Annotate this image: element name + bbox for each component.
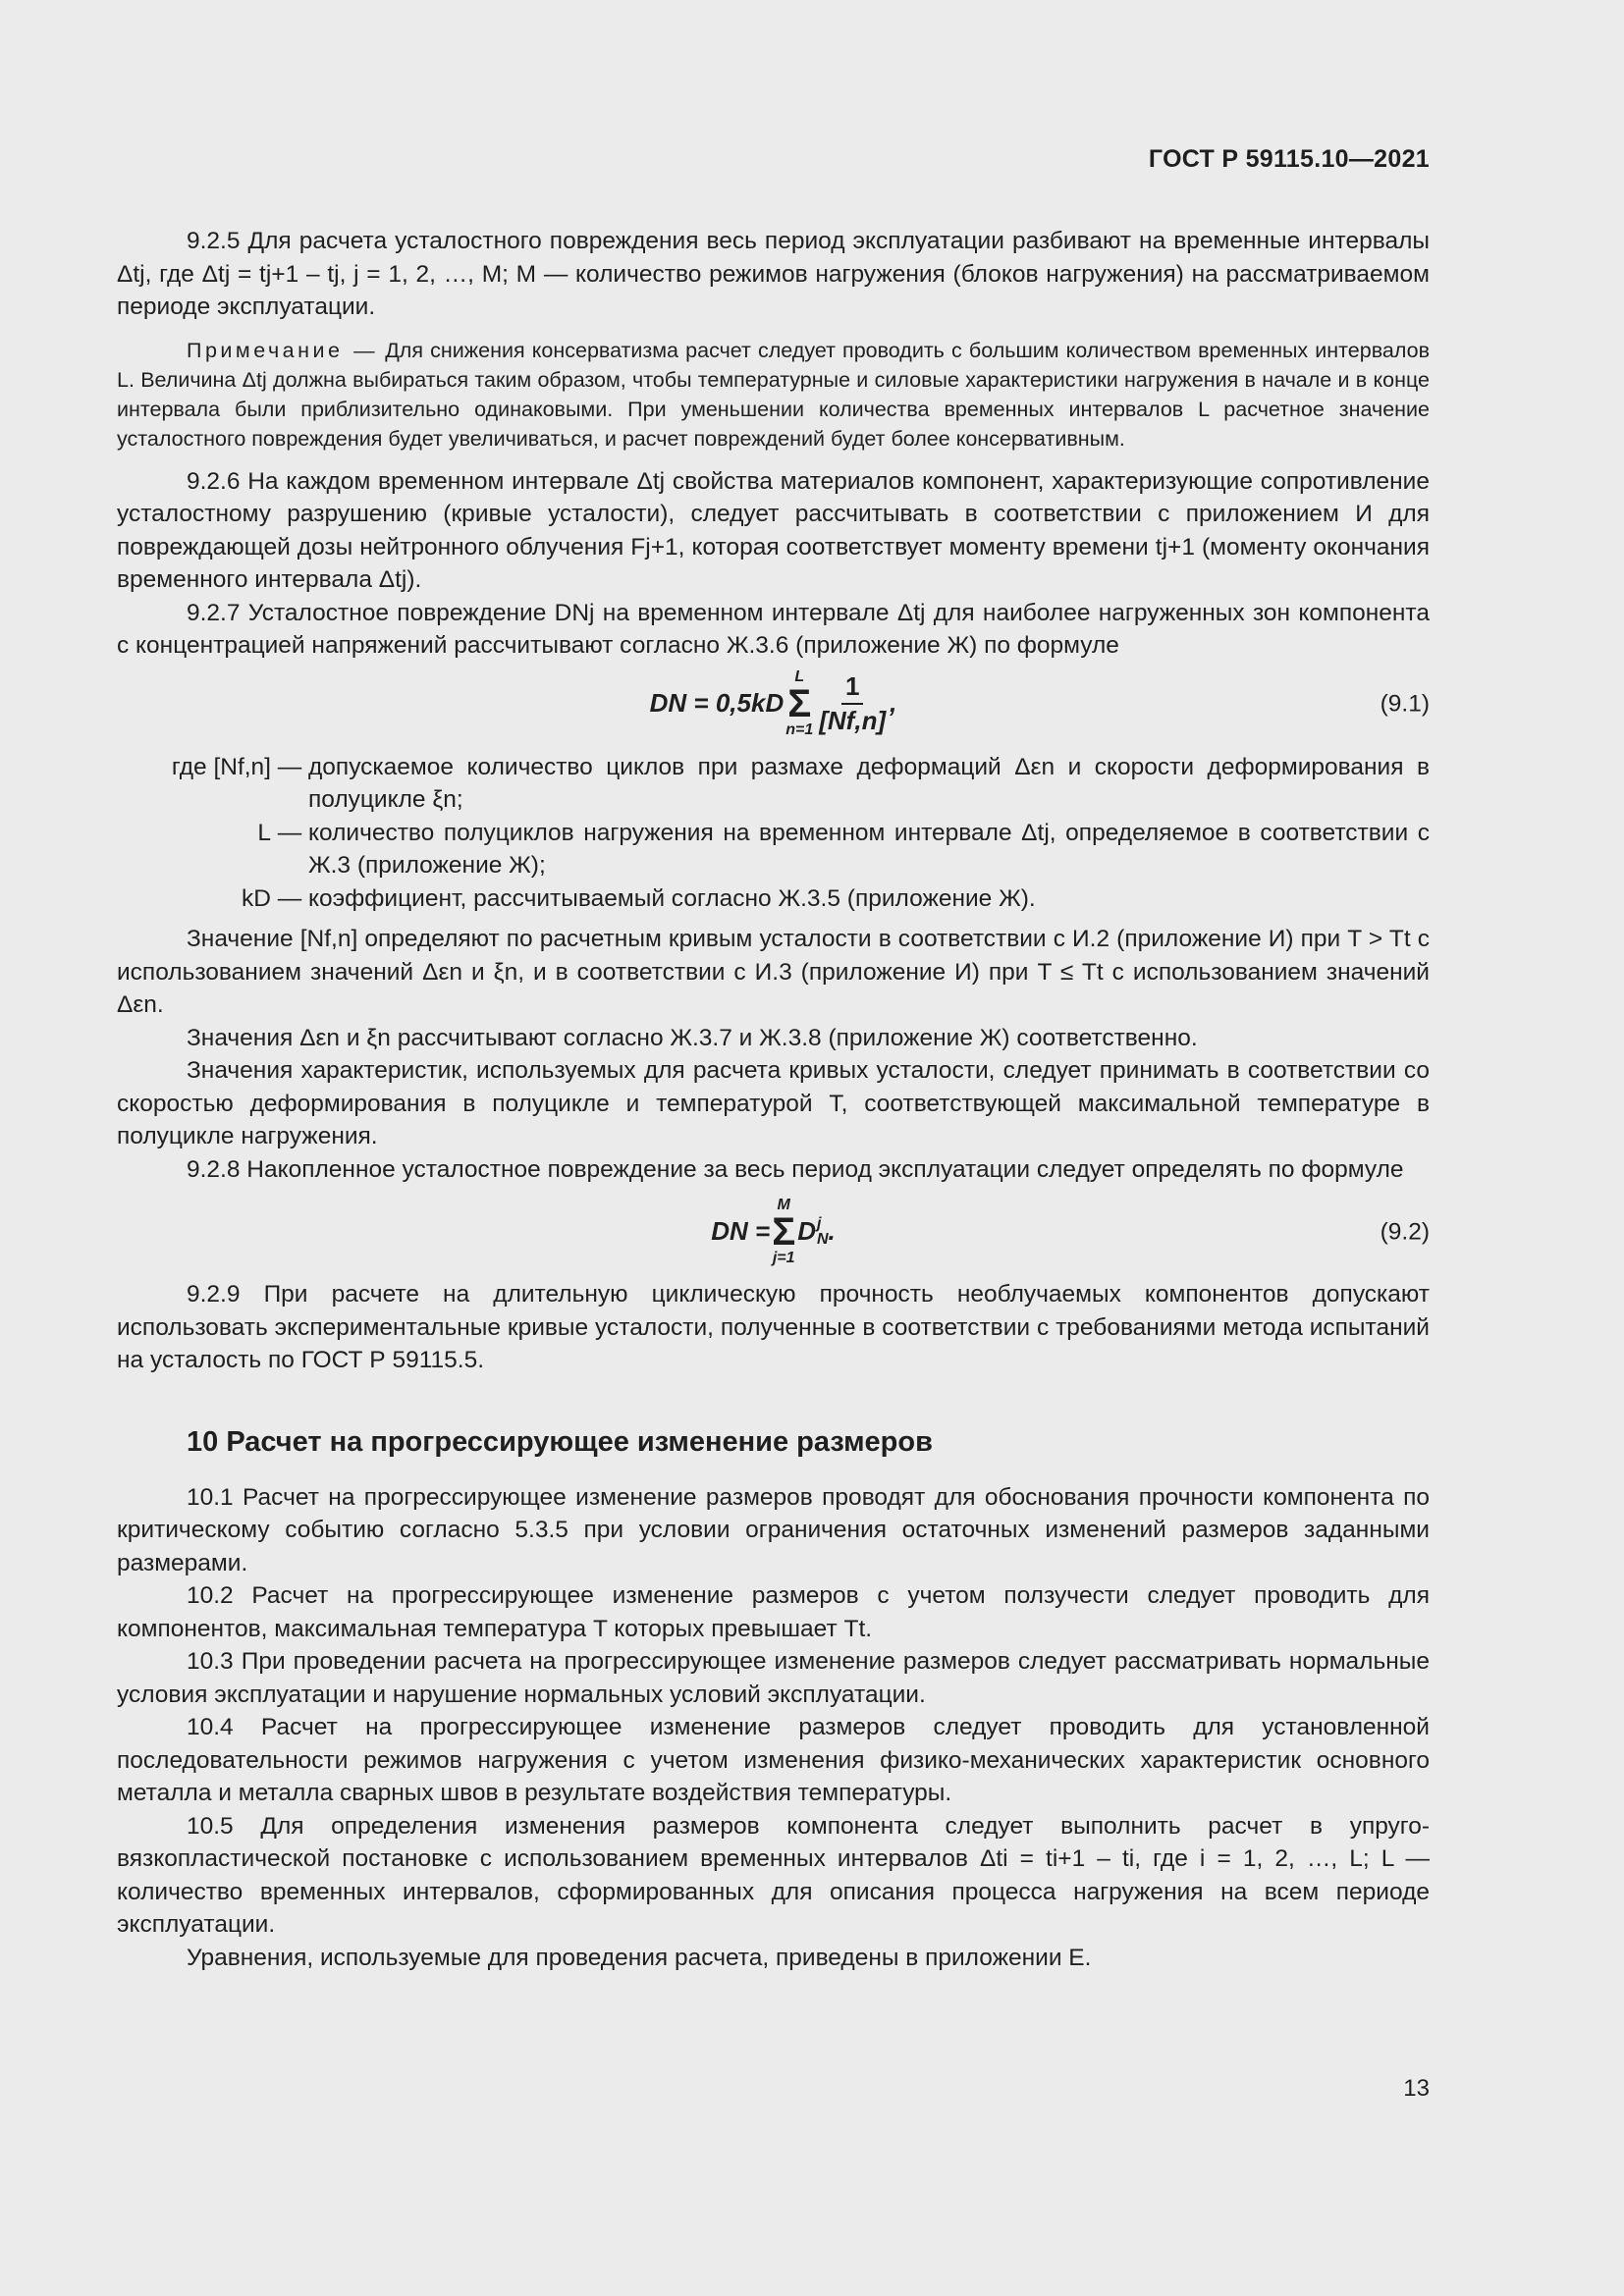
definition-dash: —: [277, 819, 302, 846]
formula-9-2-subscript: N: [816, 1231, 829, 1248]
paragraph-10-5: 10.5 Для определения изменения размеров компонента следует выполнить расчет в упруго-вязкопластической постановке с использованием временных интервалов Δti = ti+1 – ti, где i = 1, 2, …, L; L — количество временных интервалов, сформированных для описания процесса нагружения на всем периоде эксплуатации.: [117, 1812, 1430, 1938]
document-body: [117, 225, 1430, 1974]
paragraph-9-2-5: 9.2.5 Для расчета усталостного повреждения весь период эксплуатации разбивают на временные интервалы Δtj, где Δtj = tj+1 – tj, j = 1, 2, …, M; M — количество режимов нагружения (блоков нагружения) на рассматриваемом периоде эксплуатации.: [117, 228, 1430, 320]
document-id-header: ГОСТ Р 59115.10—2021: [1148, 145, 1430, 173]
note-label: Примечание —: [187, 338, 379, 362]
definition-dash: —: [277, 753, 302, 780]
paragraph-strain-values: Значения Δεn и ξn рассчитывают согласно Ж.3.7 и Ж.3.8 (приложение Ж) соответственно.: [187, 1024, 1198, 1051]
formula-9-2-tail: .: [828, 1216, 836, 1247]
paragraph-nf-value: Значение [Nf,n] определяют по расчетным кривым усталости в соответствии с И.2 (приложение И) при T > Tt с использованием значений Δεn и ξn, и в соответствии с И.3 (приложение И) при T ≤ Tt с использованием значений Δεn.: [117, 926, 1430, 1018]
definition-term: L: [257, 819, 271, 846]
sum-upper-limit: M: [777, 1197, 790, 1213]
formula-9-2-term-base: D: [797, 1216, 816, 1247]
definition-row: [117, 751, 1430, 817]
definitions-list: [117, 751, 1430, 916]
definition-row: [117, 817, 1430, 882]
sigma-icon: Σ: [787, 681, 812, 725]
sum-upper-limit: L: [794, 667, 805, 685]
paragraph-characteristics: Значения характеристик, используемых для расчета кривых усталости, следует принимать в соответствии со скоростью деформирования в полуцикле и температурой T, соответствующей максимальной температуре в полуцикле нагружения.: [117, 1057, 1430, 1149]
formula-9-1-tail: ,: [890, 687, 897, 718]
definition-dash: —: [277, 884, 302, 912]
formula-9-2-number: (9.2): [1380, 1218, 1430, 1246]
definition-description: количество полуциклов нагружения на временном интервале Δtj, определяемое в соответствии с Ж.3 (приложение Ж);: [308, 819, 1430, 879]
fraction: [819, 672, 886, 734]
definition-description: допускаемое количество циклов при размахе деформаций Δεn и скорости деформирования в полуцикле ξn;: [308, 753, 1430, 813]
page-number: 13: [1403, 2075, 1430, 2102]
paragraph-9-2-8: 9.2.8 Накопленное усталостное повреждение за весь период эксплуатации следует определять по формуле: [187, 1155, 1404, 1183]
definition-description: коэффициент, рассчитываемый согласно Ж.3.5 (приложение Ж).: [308, 884, 1036, 912]
formula-9-2-superscript: j: [816, 1215, 822, 1232]
formula-9-1-number: (9.1): [1380, 689, 1430, 717]
note-block: [117, 336, 1430, 454]
sum-symbol: [772, 1198, 795, 1266]
formula-9-2-indices: [817, 1216, 829, 1248]
definition-row: [117, 882, 1430, 916]
paragraph-9-2-9: 9.2.9 При расчете на длительную циклическую прочность необлучаемых компонентов допускают использовать экспериментальные кривые усталости, полученные в соответствии с требованиями метода испытаний на усталость по ГОСТ Р 59115.5.: [117, 1281, 1430, 1373]
paragraph-equations: Уравнения, используемые для проведения расчета, приведены в приложении Е.: [187, 1944, 1092, 1971]
sum-lower-limit: n=1: [785, 721, 814, 738]
paragraph-10-1: 10.1 Расчет на прогрессирующее изменение размеров проводят для обоснования прочности компонента по критическому событию согласно 5.3.5 при условии ограничения остаточных изменений размеров заданными размерами.: [117, 1483, 1430, 1576]
sum-lower-limit: j=1: [772, 1250, 795, 1266]
formula-9-1: [117, 663, 1430, 745]
formula-9-2: [117, 1186, 1430, 1278]
formula-9-1-expression: [650, 669, 897, 738]
formula-9-1-lhs: DN = 0,5kD: [649, 687, 785, 718]
fraction-denominator: [Nf,n]: [819, 705, 887, 735]
sum-symbol: [785, 669, 813, 738]
section-10-heading: 10 Расчет на прогрессирующее изменение размеров: [187, 1425, 933, 1458]
formula-9-2-expression: [711, 1198, 836, 1266]
paragraph-9-2-6: 9.2.6 На каждом временном интервале Δtj свойства материалов компонент, характеризующие сопротивление усталостному разрушению (кривые усталости), следует рассчитывать в соответствии с приложением И для повреждающей дозы нейтронного облучения Fj+1, которая соответствует моменту времени tj+1 (моменту окончания временного интервала Δtj).: [117, 467, 1430, 593]
sigma-icon: Σ: [772, 1210, 796, 1254]
paragraph-10-2: 10.2 Расчет на прогрессирующее изменение размеров с учетом ползучести следует проводить для компонентов, максимальная температура T которых превышает Tt.: [117, 1582, 1430, 1642]
definition-term: где [Nf,n]: [171, 753, 271, 780]
paragraph-10-4: 10.4 Расчет на прогрессирующее изменение размеров следует проводить для установленной последовательности режимов нагружения с учетом изменения физико-механических характеристик основного металла и металла сварных швов в результате воздействия температуры.: [117, 1714, 1430, 1806]
formula-9-2-lhs: DN =: [711, 1216, 771, 1247]
paragraph-9-2-7: 9.2.7 Усталостное повреждение DNj на временном интервале Δtj для наиболее нагруженных зон компонента с концентрацией напряжений рассчитывают согласно Ж.3.6 (приложение Ж) по формуле: [117, 599, 1430, 659]
fraction-numerator: 1: [841, 672, 863, 705]
paragraph-10-3: 10.3 При проведении расчета на прогрессирующее изменение размеров следует рассматривать нормальные условия эксплуатации и нарушение нормальных условий эксплуатации.: [117, 1648, 1430, 1708]
note-text: Для снижения консерватизма расчет следует проводить с большим количеством временных интервалов L. Величина Δtj должна выбираться таким образом, чтобы температурные и силовые характеристики нагружения в начале и в конце интервала были приблизительно одинаковыми. При уменьшении количества временных интервалов L расчетное значение усталостного повреждения будет увеличиваться, и расчет повреждений будет более консервативным.: [117, 338, 1430, 451]
definition-term: kD: [242, 884, 271, 912]
